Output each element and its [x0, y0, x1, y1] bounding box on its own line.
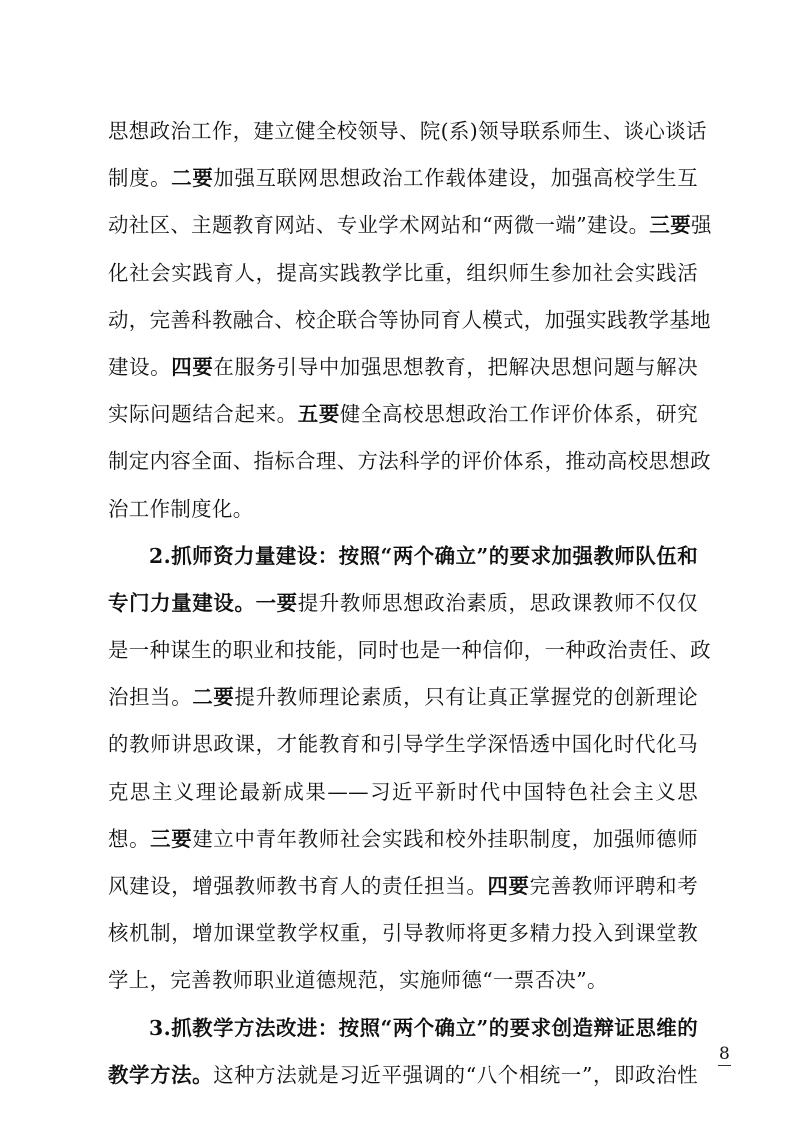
text-segment: 健全高校思想政治工作评价体系，研究 [339, 402, 698, 427]
bold-text-segment: 教学方法。 [108, 1062, 214, 1087]
bold-text-segment: 3.抓教学方法改进：按照“两个确立”的要求创造辩证思维的 [149, 1015, 698, 1040]
bold-text-segment: 三要 [649, 213, 692, 238]
bold-text-segment: 二要 [192, 685, 235, 710]
text-line [108, 914, 698, 961]
text-line [108, 254, 698, 301]
text-segment: 核机制，增加课堂教学权重，引导教师将更多精力投入到课堂教 [108, 921, 698, 946]
text-segment: 制定内容全面、指标合理、方法科学的评价体系，推动高校思想政 [108, 449, 711, 474]
text-segment: 克思主义理论最新成果——习近平新时代中国特色社会主义思 [108, 779, 698, 804]
text-segment: 的教师讲思政课，才能教育和引导学生学深悟透中国化时代化马 [108, 732, 698, 757]
text-line [108, 301, 711, 348]
text-line [108, 442, 711, 489]
text-segment: 完善教师评聘和考 [529, 874, 698, 898]
text-segment: 治工作制度化。 [108, 496, 254, 521]
page-number: 8 [719, 1044, 730, 1064]
bold-text-segment: 专门力量建设。 [108, 590, 256, 615]
bold-text-segment: 2.抓师资力量建设：按照“两个确立”的要求加强教师队伍和 [149, 543, 698, 568]
text-segment: 强 [691, 213, 712, 238]
text-line [108, 1056, 698, 1103]
bold-text-segment: 三要 [150, 826, 193, 851]
text-segment: 加强互联网思想政治工作载体建设，加强高校学生互 [213, 166, 698, 191]
bold-text-segment: 一要 [255, 590, 298, 615]
text-line [108, 348, 698, 395]
bold-text-segment: 四要 [171, 354, 214, 379]
text-segment: 风建设，增强教师教书育人的责任担当。 [108, 874, 488, 898]
text-line [108, 678, 698, 725]
text-line [108, 395, 698, 442]
text-segment: 建设。 [108, 354, 172, 379]
text-segment: 制度。 [108, 166, 172, 191]
text-segment: 建立中青年教师社会实践和校外挂职制度，加强师德师 [192, 826, 698, 851]
text-segment: 想。 [108, 826, 151, 851]
text-line [108, 961, 698, 1008]
text-segment: 化社会实践育人，提高实践教学比重，组织师生参加社会实践活 [108, 260, 698, 285]
text-line [108, 773, 698, 820]
text-line [108, 820, 698, 867]
text-line [108, 206, 712, 253]
text-segment: 动，完善科教融合、校企联合等协同育人模式，加强实践教学基地 [108, 307, 711, 332]
text-segment: 学上，完善教师职业道德规范，实施师德“一票否决”。 [108, 968, 608, 993]
body-text [108, 112, 712, 1103]
text-line [108, 1009, 698, 1056]
text-line [108, 867, 698, 914]
text-line [108, 537, 698, 584]
bold-text-segment: 四要 [487, 874, 530, 898]
text-line [108, 490, 698, 537]
text-line [108, 631, 711, 678]
bold-text-segment: 二要 [171, 166, 214, 191]
text-segment: 治担当。 [108, 685, 193, 710]
text-line [108, 159, 698, 206]
text-segment: 动社区、主题教育网站、专业学术网站和“两微一端”建设。 [108, 213, 650, 238]
text-segment: 在服务引导中加强思想教育，把解决思想问题与解决 [213, 354, 698, 379]
text-segment: 这种方法就是习近平强调的“八个相统一”，即政治性 [213, 1062, 698, 1087]
text-segment: 思想政治工作，建立健全校领导、院(系)领导联系师生、谈心谈话 [108, 119, 707, 143]
text-segment: 实际问题结合起来。 [108, 402, 298, 427]
text-line [108, 584, 698, 631]
bold-text-segment: 五要 [297, 402, 340, 427]
text-segment: 提升教师理论素质，只有让真正掌握党的创新理论 [234, 685, 698, 710]
text-segment: 提升教师思想政治素质，思政课教师不仅仅 [297, 590, 698, 615]
text-segment: 是一种谋生的职业和技能，同时也是一种信仰，一种政治责任、政 [108, 638, 711, 663]
text-line [108, 112, 707, 159]
text-line [108, 725, 698, 772]
